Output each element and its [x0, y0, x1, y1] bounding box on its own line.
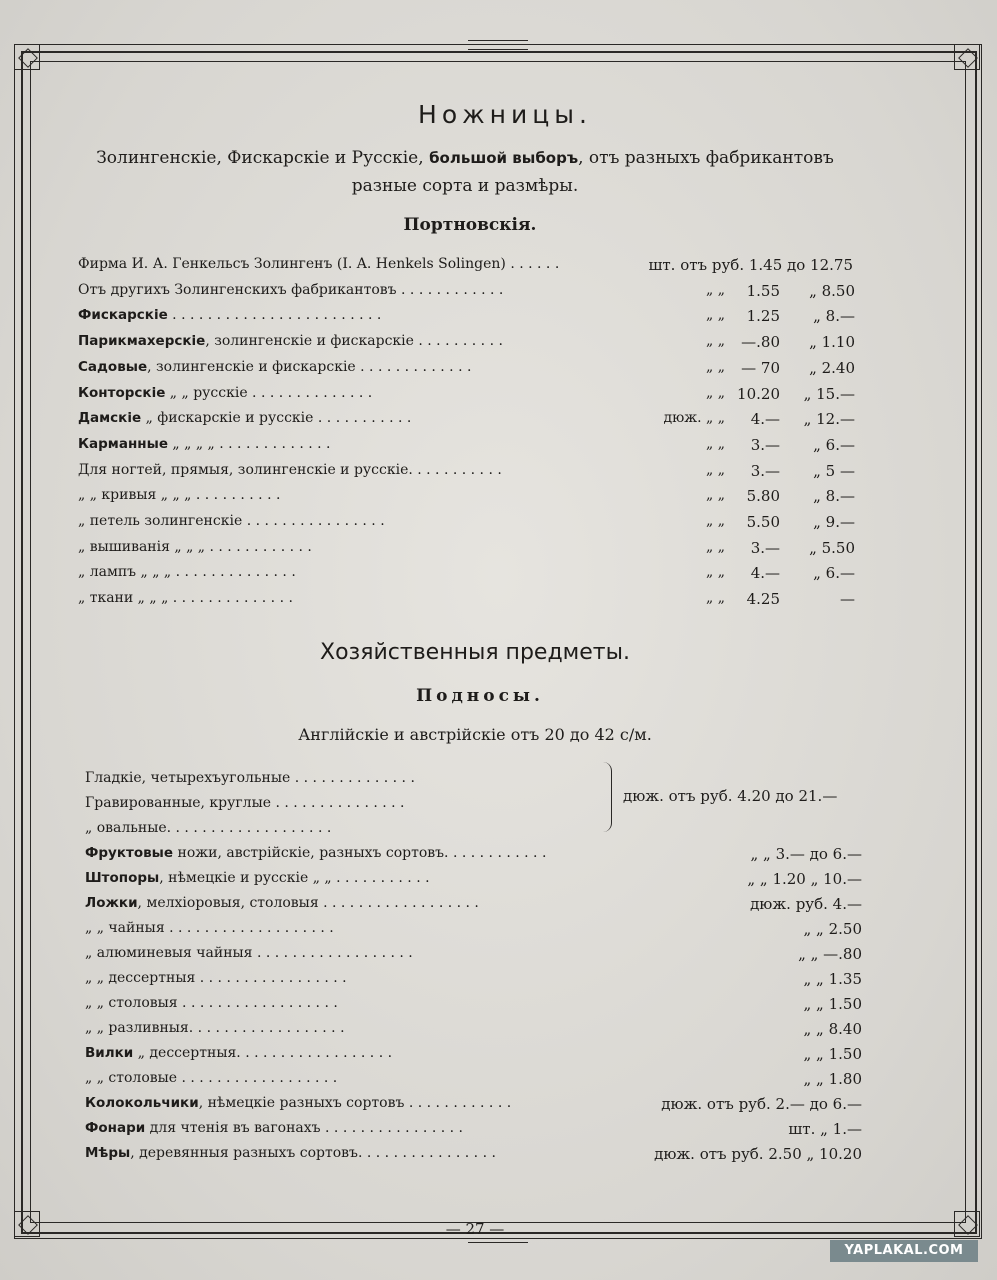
household-item-price: дюж. руб. 4.—: [750, 895, 862, 913]
household-item-label: „ „ разливныя. . . . . . . . . . . . . . . . . .: [85, 1020, 345, 1036]
item-description: , мелхіоровыя, столовыя . . . . . . . . . . . . . . . . . .: [137, 895, 479, 911]
corner-ornament-icon: [14, 44, 40, 70]
tray-item-label: Гладкіе, четырехъугольные . . . . . . . . . . . . . .: [85, 770, 415, 786]
item-name-bold: Фискарскіе: [78, 307, 168, 324]
scissors-item-to: „ 5.50: [809, 538, 855, 557]
scissors-item-label: [78, 359, 471, 375]
household-item-price: дюж. отъ руб. 2.— до 6.—: [661, 1095, 862, 1113]
household-item-price: „ „ 1.35: [803, 970, 862, 988]
scissors-item-mark: „ „: [706, 590, 725, 607]
scissors-item-mark: „ „: [706, 307, 725, 324]
scissors-item-label: [78, 333, 503, 349]
item-name-bold: Фруктовые: [85, 845, 174, 861]
scissors-item-label: Фирма И. А. Генкельсъ Золингенъ (I. A. Henkels Solingen) . . . . . .: [78, 256, 560, 272]
trays-subtitle: Англійскіе и австрійскіе отъ 20 до 42 с/м.: [298, 725, 652, 744]
household-item-price: „ „ 2.50: [803, 920, 862, 938]
intro-line-2: разные сорта и размѣры.: [351, 176, 579, 196]
scissors-item-to: „ 9.—: [813, 513, 855, 531]
item-description: „ „ русскіе . . . . . . . . . . . . . .: [165, 384, 373, 401]
item-name-bold: Колокольчики: [85, 1095, 199, 1111]
household-item-price: „ „ 8.40: [803, 1020, 862, 1038]
item-name-bold: Карманные: [78, 435, 168, 452]
household-item-price: дюж. отъ руб. 2.50 „ 10.20: [654, 1145, 862, 1163]
household-item-label: [85, 1095, 511, 1111]
scissors-item-mark: „ „: [706, 384, 725, 401]
scissors-item-to: „ 1.10: [809, 333, 855, 352]
scissors-item-label: „ „ кривыя „ „ „ . . . . . . . . . .: [78, 487, 281, 504]
item-name-bold: Дамскіе: [78, 410, 142, 427]
scissors-item-label: „ лампъ „ „ „ . . . . . . . . . . . . . .: [78, 564, 296, 581]
item-description: „ „ „ „ . . . . . . . . . . . . .: [167, 435, 331, 452]
household-item-label: [85, 1045, 392, 1061]
item-description: , золингенскіе и фискарскіе . . . . . . . . . .: [205, 333, 503, 350]
item-description: „ фискарскіе и русскіе . . . . . . . . . . .: [141, 410, 412, 427]
scissors-item-from: 1.25: [746, 307, 780, 326]
scissors-item-from: 3.—: [750, 538, 780, 557]
item-description: ножи, австрійскіе, разныхъ сортовъ. . . . . . . . . . . .: [173, 845, 547, 861]
household-item-label: [85, 1145, 496, 1161]
household-item-label: [85, 895, 479, 911]
household-item-price: „ „ 1.50: [803, 995, 862, 1013]
scissors-item-from: 5.50: [746, 513, 780, 531]
scissors-item-mark: „ „: [706, 461, 725, 478]
scissors-item-to: „ 15.—: [803, 384, 855, 403]
item-name-bold: Штопоры: [85, 870, 160, 886]
scissors-item-to: „ 6.—: [813, 564, 855, 583]
scissors-item-from: —.80: [741, 333, 780, 352]
scissors-item-from: 3.—: [750, 435, 780, 454]
top-ornament-icon: [468, 40, 528, 50]
scissors-item-label: Для ногтей, прямыя, золингенскіе и русскіе. . . . . . . . . . .: [78, 461, 502, 478]
scissors-item-from: 4.—: [750, 410, 780, 429]
trays-price: дюж. отъ руб. 4.20 до 21.—: [623, 787, 838, 805]
household-item-label: [85, 870, 430, 886]
brace-icon: [603, 762, 612, 832]
household-item-label: „ „ дессертныя . . . . . . . . . . . . . . . . .: [85, 970, 347, 986]
household-item-label: [85, 845, 546, 861]
item-name-bold: Парикмахерскіе: [78, 333, 206, 350]
scissors-item-to: „ 6.—: [813, 435, 855, 454]
scissors-item-from: 3.—: [750, 461, 780, 480]
section-heading-household: Хозяйственныя предметы.: [320, 640, 630, 665]
scissors-item-mark: „ „: [706, 358, 725, 375]
household-item-price: „ „ 1.80: [803, 1070, 862, 1088]
item-description: , нѣмецкіе разныхъ сортовъ . . . . . . . . . . . .: [198, 1095, 512, 1111]
household-item-label: „ алюминевыя чайныя . . . . . . . . . . . . . . . . . .: [85, 945, 413, 961]
section-heading-tailor: Портновскія.: [403, 215, 537, 235]
scissors-item-from: — 70: [741, 358, 780, 377]
household-item-label: [85, 1120, 463, 1136]
scissors-item-to: „ 8.—: [813, 487, 855, 506]
scissors-item-mark: дюж. „ „: [663, 410, 725, 427]
scissors-item-label: [78, 385, 372, 401]
scissors-item-mark: „ „: [706, 513, 725, 529]
item-description: . . . . . . . . . . . . . . . . . . . . . . . .: [167, 307, 382, 324]
intro-line-1: [40, 148, 890, 168]
section-heading-trays: Подносы.: [416, 686, 544, 706]
household-item-price: „ „ 3.— до 6.—: [750, 845, 862, 863]
scissors-item-from: 4.25: [746, 590, 780, 609]
scissors-item-to: „ 8.50: [809, 281, 855, 300]
scissors-item-label: [78, 307, 381, 323]
item-description: „ дессертныя. . . . . . . . . . . . . . . . . .: [133, 1045, 393, 1061]
page-number: — 27 —: [445, 1220, 505, 1238]
scissors-item-mark: „ „: [706, 564, 725, 581]
household-item-price: „ „ 1.20 „ 10.—: [747, 870, 862, 888]
item-name-bold: Садовые: [78, 358, 148, 375]
household-item-price: „ „ —.80: [798, 945, 862, 963]
tray-item-label: „ овальные. . . . . . . . . . . . . . . . . . .: [85, 820, 332, 836]
scissors-item-to: „ 12.—: [803, 410, 855, 429]
scissors-item-to: „ 2.40: [809, 358, 855, 377]
scissors-item-from: 4.—: [750, 564, 780, 583]
intro-text-end: , отъ разныхъ фабрикантовъ: [578, 148, 834, 168]
item-description: , нѣмецкіе и русскіе „ „ . . . . . . . . . . .: [159, 870, 430, 886]
scissors-item-mark: „ „: [706, 281, 725, 298]
scissors-item-mark: „ „: [706, 435, 725, 452]
intro-bold-text: большой выборъ: [429, 149, 579, 167]
scissors-item-label: [78, 436, 331, 452]
household-item-label: „ „ чайныя . . . . . . . . . . . . . . . . . . .: [85, 920, 334, 936]
item-name-bold: Фонари: [85, 1120, 146, 1136]
corner-ornament-icon: [954, 44, 980, 70]
scissors-item-label: „ вышиванія „ „ „ . . . . . . . . . . . .: [78, 538, 312, 555]
intro-text: Золингенскіе, Фискарскіе и Русскіе,: [96, 148, 430, 168]
page-title: Ножницы.: [418, 100, 592, 129]
item-description: для чтенія въ вагонахъ . . . . . . . . . . . . . . . .: [145, 1120, 463, 1136]
scissors-item-label: „ петель золингенскіе . . . . . . . . . . . . . . . .: [78, 513, 385, 529]
scissors-item-label: [78, 410, 411, 426]
household-item-label: „ „ столовые . . . . . . . . . . . . . . . . . .: [85, 1070, 338, 1086]
scissors-item-mark: „ „: [706, 538, 725, 555]
scissors-item-from: 5.80: [746, 487, 780, 506]
household-item-price: шт. „ 1.—: [788, 1120, 862, 1138]
corner-ornament-icon: [954, 1211, 980, 1237]
item-description: , золингенскіе и фискарскіе . . . . . . . . . . . . .: [147, 358, 472, 375]
scissors-item-price: шт. отъ руб. 1.45 до 12.75: [648, 256, 853, 274]
scissors-item-label: „ ткани „ „ „ . . . . . . . . . . . . . .: [78, 590, 293, 607]
item-name-bold: Ложки: [85, 895, 138, 911]
scissors-item-to: —: [840, 590, 855, 609]
scissors-item-to: „ 5 —: [813, 461, 855, 480]
scissors-item-mark: „ „: [706, 487, 725, 504]
scissors-item-mark: „ „: [706, 333, 725, 350]
scissors-item-from: 10.20: [737, 384, 780, 403]
household-item-price: „ „ 1.50: [803, 1045, 862, 1063]
scissors-item-label: Отъ другихъ Золингенскихъ фабрикантовъ . . . . . . . . . . . .: [78, 281, 504, 298]
item-name-bold: Конторскіе: [78, 384, 166, 401]
scissors-item-from: 1.55: [746, 281, 780, 300]
item-name-bold: Мѣры: [85, 1145, 131, 1161]
household-item-label: „ „ столовыя . . . . . . . . . . . . . . . . . .: [85, 995, 338, 1011]
item-description: , деревянныя разныхъ сортовъ. . . . . . . . . . . . . . . .: [130, 1145, 496, 1161]
item-name-bold: Вилки: [85, 1045, 134, 1061]
tray-item-label: Гравированные, круглые . . . . . . . . . . . . . . .: [85, 795, 405, 811]
site-watermark: YAPLAKAL.COM: [830, 1240, 978, 1262]
scissors-item-to: „ 8.—: [813, 307, 855, 326]
